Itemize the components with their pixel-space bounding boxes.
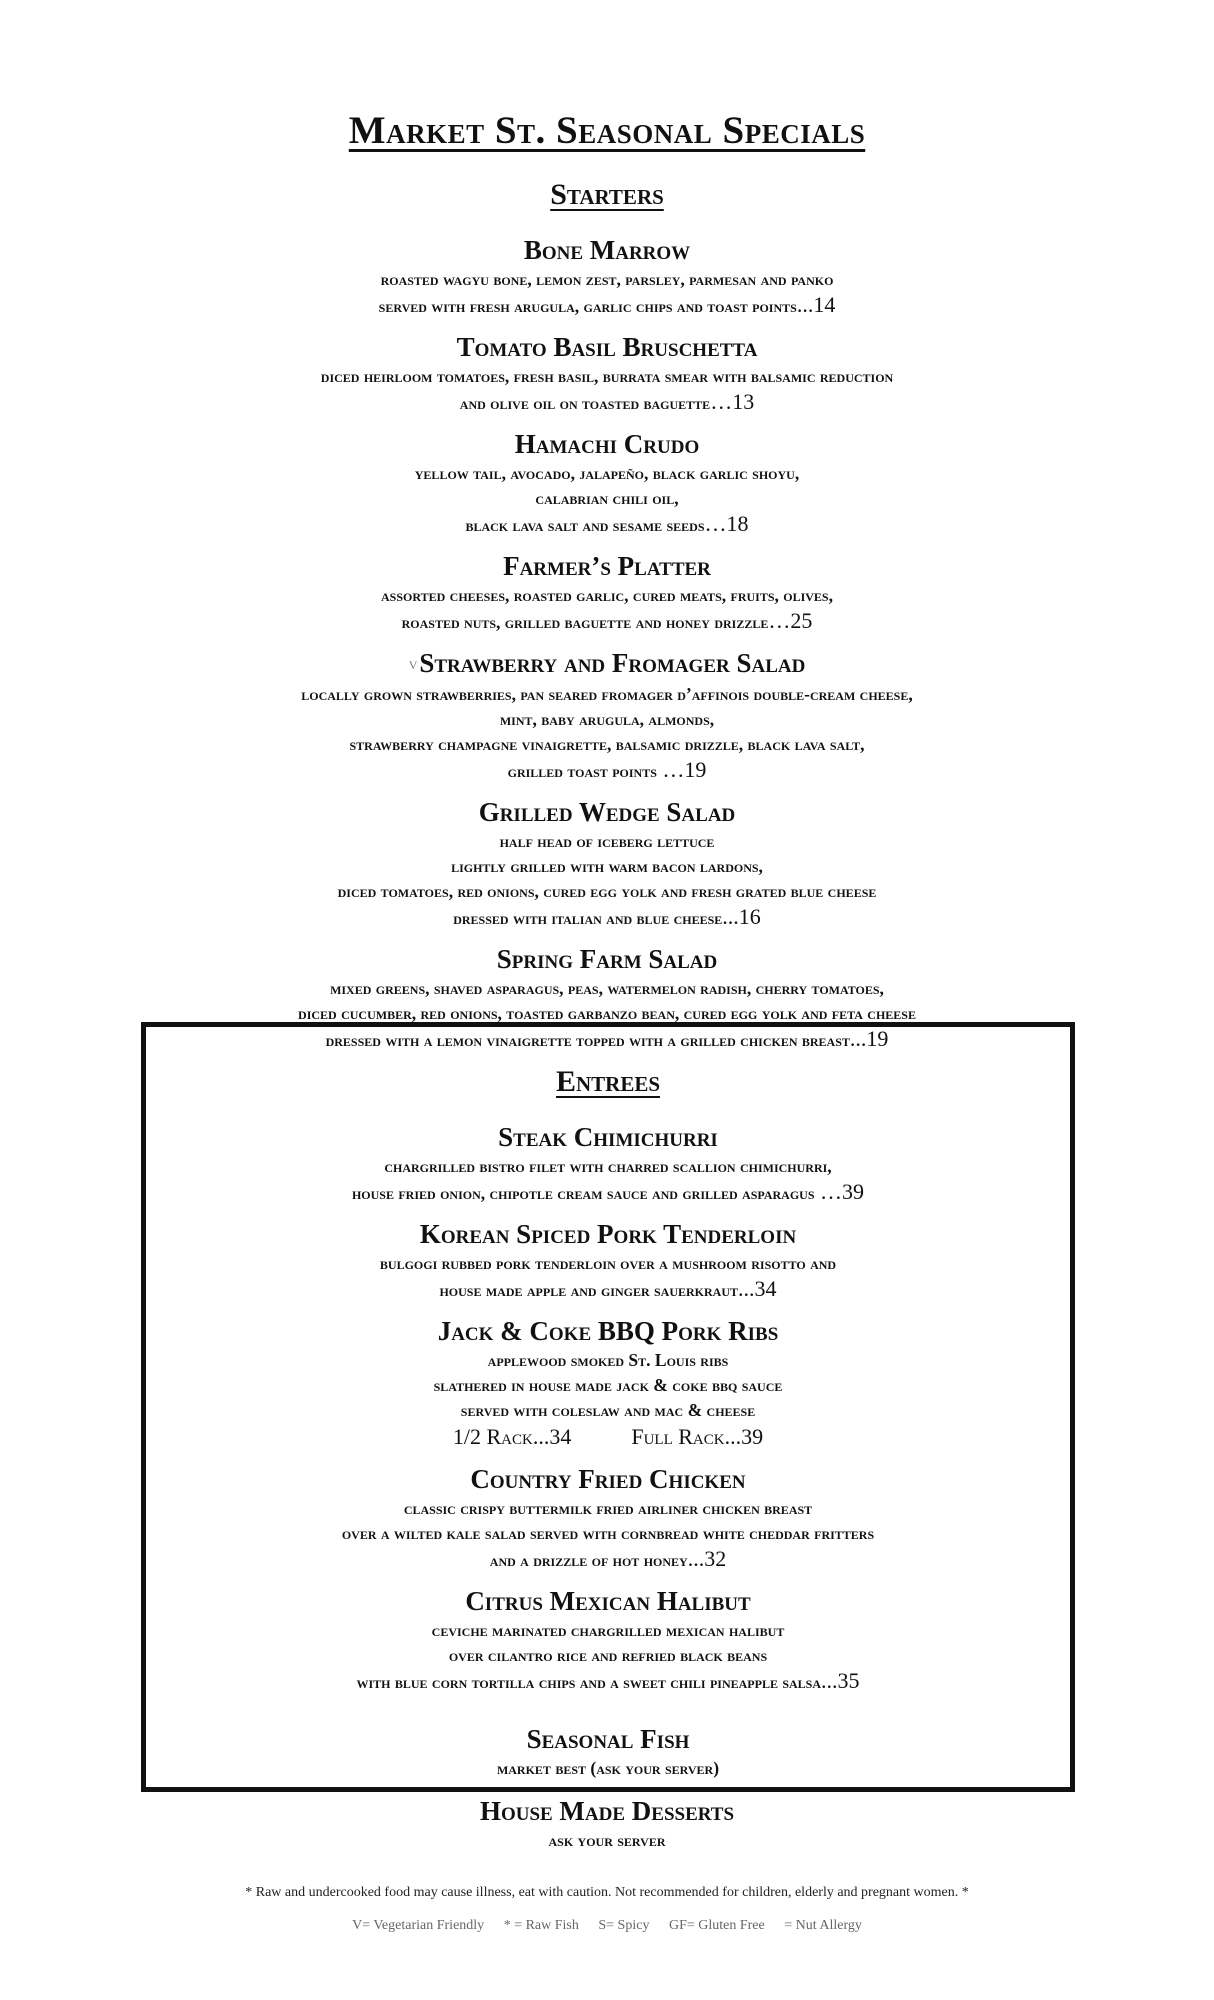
- item-name: Steak Chimichurri: [498, 1122, 718, 1152]
- item-price: ...34: [738, 1276, 777, 1301]
- entrees-heading: Entrees: [555, 1065, 661, 1098]
- item-description-line: bulgogi rubbed pork tenderloin over a mushroom risotto and: [379, 1253, 837, 1273]
- item-description-line: market best (ask your server): [496, 1758, 720, 1778]
- item-name: Farmer’s Platter: [503, 551, 711, 581]
- vegetarian-marker: V: [408, 658, 418, 673]
- item-description-line: dressed with a lemon vinaigrette topped with a grilled chicken breast: [325, 1030, 850, 1051]
- legend-item: * = Raw Fish: [503, 1918, 579, 1933]
- item-name: Grilled Wedge Salad: [478, 797, 736, 828]
- item-price: ...16: [722, 904, 761, 930]
- item-description-line: ceviche marinated chargrilled mexican halibut: [431, 1620, 785, 1640]
- page-title: Market St. Seasonal Specials: [348, 109, 866, 152]
- item-name: Jack & Coke BBQ Pork Ribs: [437, 1316, 779, 1346]
- item-name: House Made Desserts: [479, 1796, 735, 1826]
- menu-item-country-fried-chicken: [146, 1463, 1070, 1573]
- menu-item-farmers-platter: [0, 550, 1214, 635]
- legend-item: = Nut Allergy: [784, 1918, 862, 1933]
- rack-prices: [146, 1423, 1070, 1451]
- item-description-line: house made apple and ginger sauerkraut: [439, 1280, 739, 1300]
- item-name: Korean Spiced Pork Tenderloin: [419, 1219, 797, 1249]
- item-description-line: and olive oil on toasted baguette: [459, 393, 711, 413]
- item-description-line: lightly grilled with warm bacon lardons,: [451, 856, 763, 877]
- item-price: …25: [768, 608, 813, 633]
- item-price: …19: [656, 757, 707, 783]
- item-price: ...32: [687, 1546, 727, 1571]
- desserts-section: [0, 1795, 1214, 1853]
- legend-item: S= Spicy: [598, 1918, 650, 1933]
- item-name: Citrus Mexican Halibut: [465, 1586, 751, 1616]
- item-description-line: grilled toast points: [507, 761, 657, 782]
- item-description-line: assorted cheeses, roasted garlic, cured meats, fruits, olives,: [381, 585, 833, 605]
- menu-item-grilled-wedge-salad: [0, 796, 1214, 931]
- item-name: Spring Farm Salad: [496, 944, 718, 975]
- starters-heading: Starters: [550, 178, 664, 211]
- entrees-section: [146, 1065, 1070, 1793]
- item-description-line: diced cucumber, red onions, toasted garbanzo bean, cured egg yolk and feta cheese: [298, 1003, 916, 1024]
- item-description-line: applewood smoked St. Louis ribs: [487, 1350, 729, 1370]
- item-price: ...14: [796, 292, 836, 317]
- item-description-line: served with coleslaw and mac & cheese: [460, 1400, 756, 1420]
- item-price: ...35: [821, 1668, 860, 1693]
- item-price: …18: [704, 511, 749, 536]
- item-description-line: slathered in house made jack & coke bbq sauce: [433, 1375, 783, 1395]
- full-rack-price: Full Rack...39: [631, 1424, 764, 1449]
- item-name: Seasonal Fish: [526, 1724, 690, 1754]
- menu-item-strawberry-fromager-salad: [0, 647, 1214, 784]
- menu-item-jack-coke-bbq-pork-ribs: [146, 1315, 1070, 1451]
- item-description-line: roasted wagyu bone, lemon zest, parsley, parmesan and panko: [380, 269, 834, 289]
- menu-item-bone-marrow: [0, 234, 1214, 319]
- item-description-line: mint, baby arugula, almonds,: [499, 709, 715, 730]
- menu-item-tomato-basil-bruschetta: [0, 331, 1214, 416]
- item-description-line: dressed with italian and blue cheese: [453, 908, 723, 929]
- item-description-line: ask your server: [548, 1830, 666, 1850]
- item-description-line: roasted nuts, grilled baguette and honey drizzle: [401, 612, 769, 632]
- item-description-line: over a wilted kale salad served with cornbread white cheddar fritters: [341, 1523, 875, 1543]
- item-price: …13: [710, 389, 755, 414]
- item-price: …39: [814, 1179, 865, 1204]
- spacer: [146, 1707, 1070, 1723]
- item-description-line: classic crispy buttermilk fried airliner chicken breast: [403, 1498, 813, 1518]
- entrees-box: [141, 1022, 1075, 1792]
- menu-item-citrus-mexican-halibut: [146, 1585, 1070, 1695]
- item-description-line: calabrian chili oil,: [535, 488, 679, 508]
- legend-item: V= Vegetarian Friendly: [352, 1918, 485, 1933]
- item-name: Tomato Basil Bruschetta: [456, 332, 758, 362]
- item-description-line: with blue corn tortilla chips and a sweet chili pineapple salsa: [356, 1672, 822, 1692]
- item-name: Strawberry and Fromager Salad: [419, 648, 806, 678]
- raw-food-disclaimer: * Raw and undercooked food may cause illness, eat with caution. Not recommended for children, elderly and pregnant women. *: [245, 1885, 969, 1900]
- half-rack-price: 1/2 Rack...34: [452, 1424, 572, 1449]
- item-price: ...19: [849, 1026, 889, 1052]
- item-name: Country Fried Chicken: [470, 1464, 746, 1494]
- item-description-line: strawberry champagne vinaigrette, balsamic drizzle, black lava salt,: [349, 734, 865, 755]
- item-description-line: mixed greens, shaved asparagus, peas, watermelon radish, cherry tomatoes,: [330, 978, 884, 999]
- item-name: Hamachi Crudo: [514, 429, 700, 459]
- item-description-line: over cilantro rice and refried black beans: [448, 1645, 768, 1665]
- menu-item-hamachi-crudo: [0, 428, 1214, 538]
- item-description-line: chargrilled bistro filet with charred scallion chimichurri,: [384, 1156, 832, 1176]
- starters-section: [0, 178, 1214, 1065]
- item-description-line: and a drizzle of hot honey: [489, 1550, 688, 1570]
- item-description-line: black lava salt and sesame seeds: [465, 515, 705, 535]
- item-description-line: diced tomatoes, red onions, cured egg yolk and fresh grated blue cheese: [337, 881, 877, 902]
- item-description-line: yellow tail, avocado, jalapeño, black garlic shoyu,: [414, 463, 800, 483]
- item-description-line: house fried onion, chipotle cream sauce and grilled asparagus: [351, 1183, 815, 1203]
- item-name: Bone Marrow: [523, 235, 691, 265]
- legend-item: GF= Gluten Free: [668, 1918, 765, 1933]
- menu-item-steak-chimichurri: [146, 1121, 1070, 1206]
- menu-item-seasonal-fish: [146, 1723, 1070, 1781]
- item-description-line: diced heirloom tomatoes, fresh basil, burrata smear with balsamic reduction: [320, 366, 894, 386]
- item-description-line: half head of iceberg lettuce: [499, 831, 715, 852]
- dietary-legend: [0, 1918, 1214, 1934]
- item-description-line: locally grown strawberries, pan seared fromager d’affinois double-cream cheese,: [301, 684, 913, 705]
- menu-item-korean-spiced-pork-tenderloin: [146, 1218, 1070, 1303]
- item-description-line: served with fresh arugula, garlic chips and toast points: [378, 296, 797, 316]
